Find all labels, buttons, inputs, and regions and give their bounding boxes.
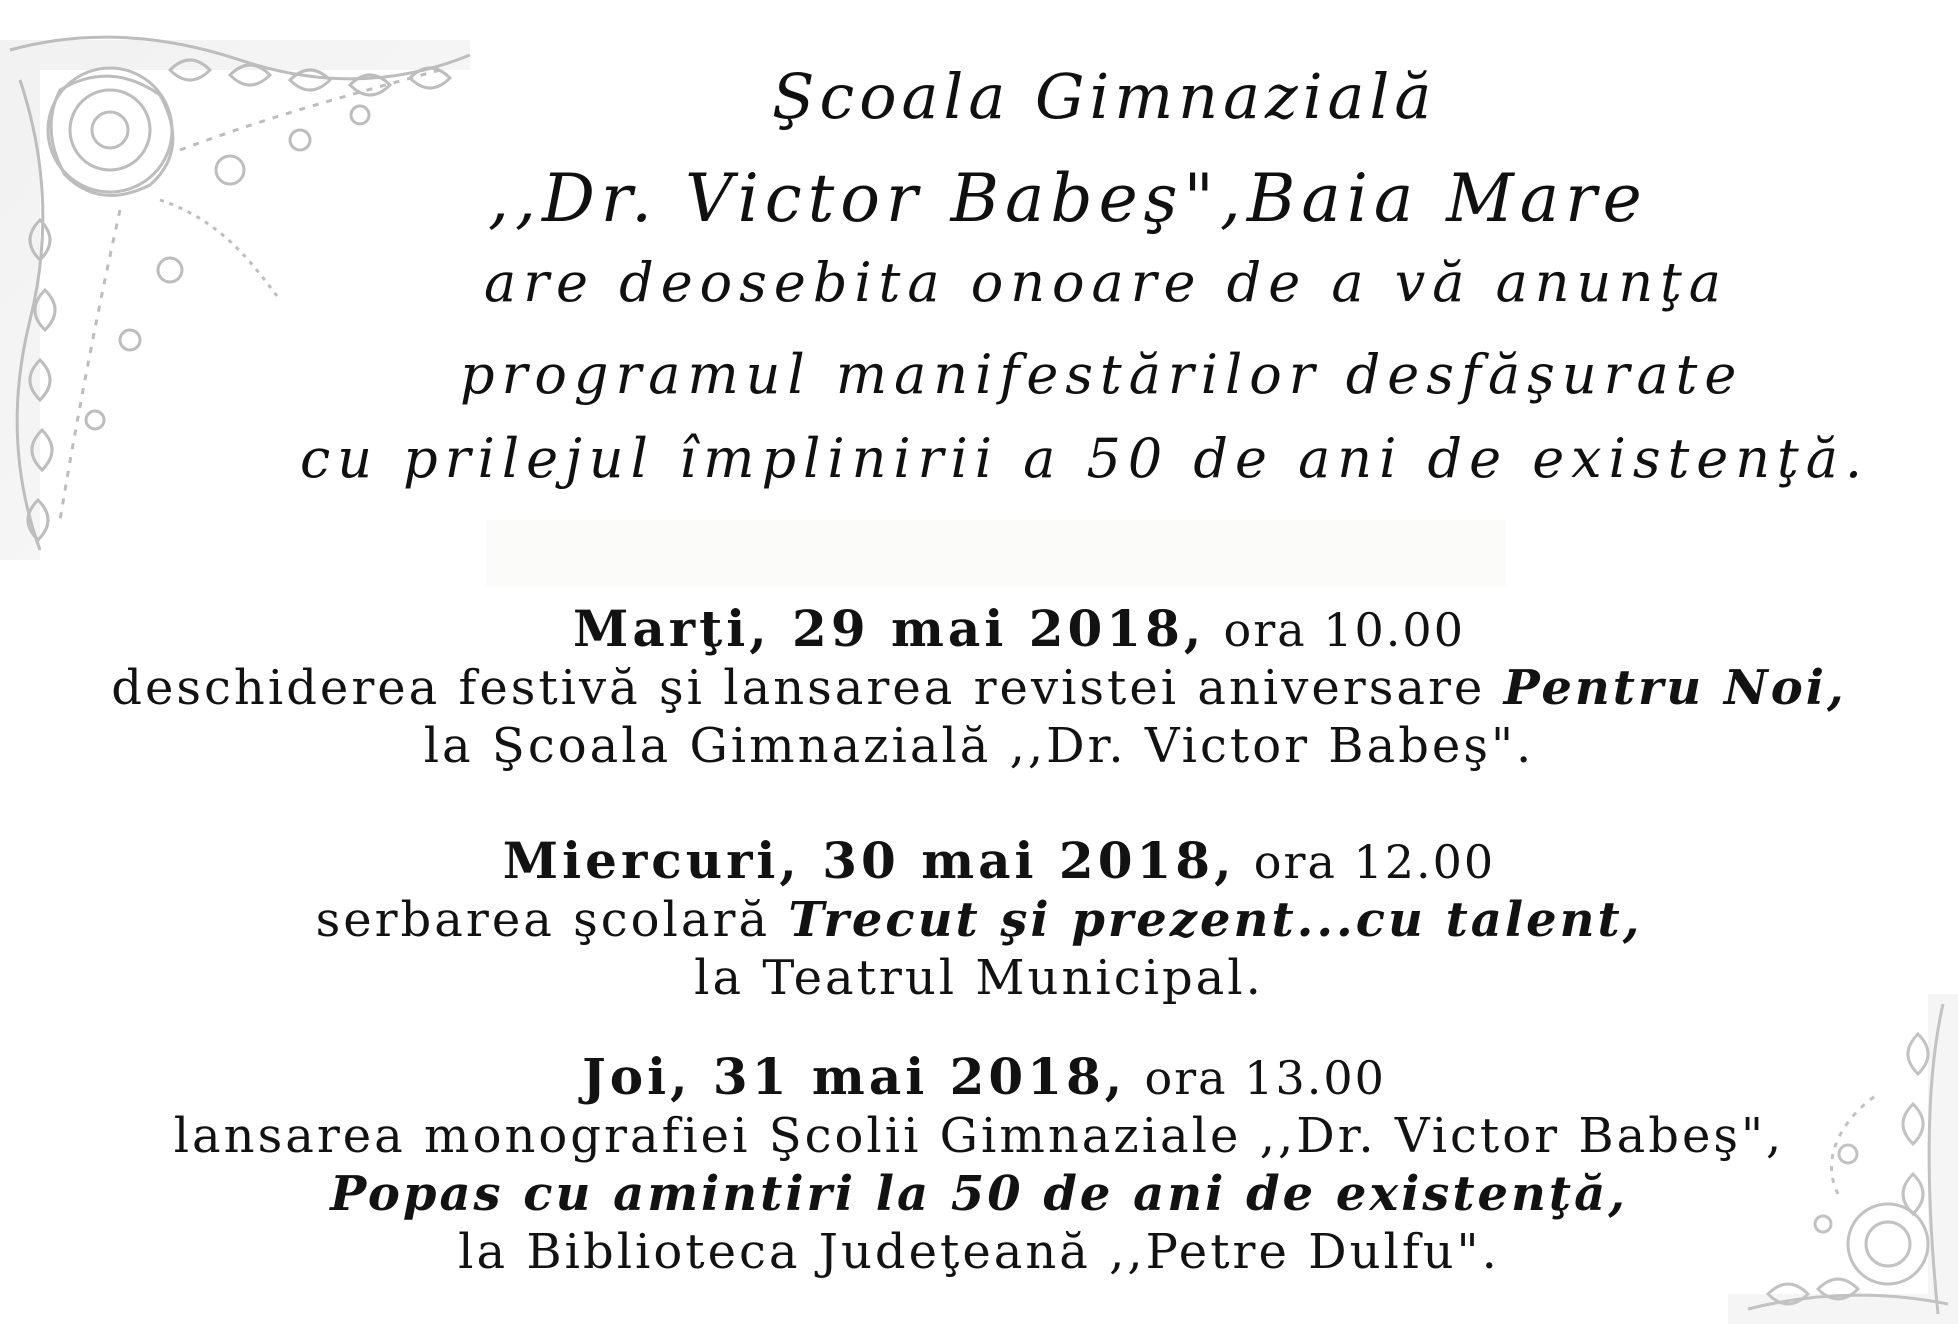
event-time: ora 10.00 xyxy=(1223,603,1465,657)
event-date-line xyxy=(0,600,1958,659)
event-location: la Teatrul Municipal. xyxy=(694,950,1264,1006)
event-description-text: deschiderea festivă şi lansarea revistei aniversare xyxy=(111,660,1504,716)
event-description: lansarea monografiei Şcolii Gimnaziale ,,Dr. Victor Babeş", xyxy=(173,1108,1785,1164)
event-item xyxy=(0,600,1958,775)
event-description-text: serbarea şcolară xyxy=(315,892,789,948)
school-full-name-line: ,,Dr. Victor Babeş",Baia Mare xyxy=(488,160,1648,237)
event-description xyxy=(0,659,1958,717)
event-date: Joi, 31 mai 2018, xyxy=(582,1047,1127,1106)
event-item xyxy=(0,1048,1958,1281)
event-location: la Şcoala Gimnazială ,,Dr. Victor Babeş". xyxy=(423,718,1535,774)
event-title: Pentru Noi, xyxy=(1503,660,1847,716)
event-description xyxy=(0,891,1958,949)
faint-background-band xyxy=(486,520,1506,586)
event-time: ora 12.00 xyxy=(1253,835,1496,889)
event-time: ora 13.00 xyxy=(1144,1051,1386,1105)
event-location: la Biblioteca Judeţeană ,,Petre Dulfu". xyxy=(458,1224,1500,1280)
event-date-line xyxy=(0,1048,1958,1107)
school-name-line: Şcoala Gimnazială xyxy=(772,60,1437,133)
program-line: programul manifestărilor desfăşurate xyxy=(460,343,1744,406)
event-title: Popas cu amintiri la 50 de ani de existenţă, xyxy=(330,1166,1628,1222)
anniversary-line: cu prilejul împlinirii a 50 de ani de existenţă. xyxy=(300,427,1870,490)
event-title: Trecut şi prezent...cu talent, xyxy=(788,892,1643,948)
event-date: Miercuri, 30 mai 2018, xyxy=(502,831,1236,890)
event-item xyxy=(0,832,1958,1007)
event-date: Marţi, 29 mai 2018, xyxy=(573,599,1206,658)
announcement-line: are deosebita onoare de a vă anunţa xyxy=(484,251,1728,314)
event-date-line xyxy=(0,832,1958,891)
lace-corner-ornament-top-left xyxy=(0,0,500,580)
